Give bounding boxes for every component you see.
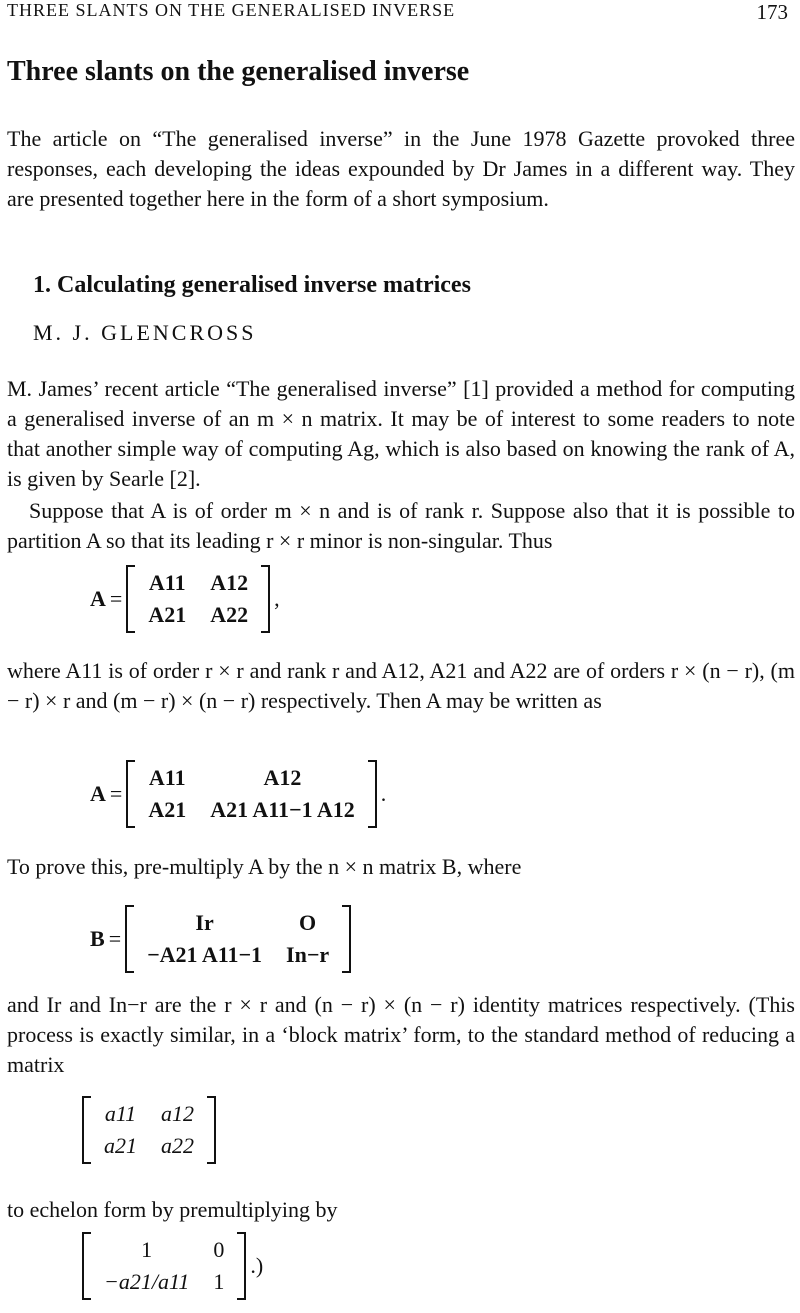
paragraph-6: to echelon form by premultiplying by	[7, 1197, 338, 1222]
matrix-cell: 1	[141, 1237, 153, 1262]
author-name: M. J. GLENCROSS	[33, 320, 257, 345]
eq2-lhs: A	[90, 781, 106, 806]
matrix-cell: A21 A11−1 A12	[210, 797, 355, 822]
equation-rewritten: A = A11 A12 A21 A21 A11−1 A12 .	[90, 760, 386, 828]
matrix-partition	[126, 565, 270, 633]
eq2-trail: .	[380, 781, 387, 806]
matrix-cell: A21	[148, 602, 187, 627]
matrix-cell: A11	[148, 765, 186, 790]
eq5-trail: .)	[250, 1253, 264, 1278]
matrix-cell: A21	[148, 797, 187, 822]
matrix-cell: O	[299, 910, 317, 935]
matrix-cell: A12	[210, 570, 249, 595]
paragraph-1: M. James’ recent article “The generalised inverse” [1] provided a method for computing a generalised inverse of an m × n matrix. It may be of interest to some readers to note that another simple way of computing Ag, which is also based on knowing the rank of A, is given by Searle [2].	[7, 376, 795, 491]
matrix-elimination	[82, 1232, 246, 1300]
eq1-lhs: A	[90, 586, 106, 611]
matrix-cell: −A21 A11−1	[147, 942, 263, 967]
matrix-cell: A12	[263, 765, 302, 790]
matrix-cell: a11	[104, 1101, 137, 1126]
running-head	[7, 0, 788, 24]
matrix-b	[125, 905, 351, 973]
equation-elimination-matrix	[82, 1232, 263, 1300]
running-title: THREE SLANTS ON THE GENERALISED INVERSE	[7, 0, 456, 20]
matrix-cell: Ir	[195, 910, 214, 935]
paragraph-2: Suppose that A is of order m × n and is of rank r. Suppose also that it is possible to partition A so that its leading r × r minor is non-singular. Thus	[7, 498, 795, 553]
matrix-cell: a12	[161, 1101, 194, 1126]
page-number: 173	[756, 0, 788, 24]
matrix-2x2	[82, 1096, 216, 1164]
eq3-lhs: B	[90, 926, 105, 951]
intro-paragraph: The article on “The generalised inverse” in the June 1978 Gazette provoked three responses, each developing the ideas expounded by Dr James in a different way. They are presented together here in the form of a short symposium.	[7, 126, 795, 211]
matrix-cell: In−r	[286, 942, 330, 967]
paragraph-3: where A11 is of order r × r and rank r and A12, A21 and A22 are of orders r × (n − r), (m − r) × r and (m − r) × (n − r) respectively. Then A may be written as	[7, 658, 795, 713]
equation-2x2-matrix	[82, 1096, 216, 1164]
eq1-trail: ,	[274, 586, 280, 611]
paragraph-5: and Ir and In−r are the r × r and (n − r) × (n − r) identity matrices respectively. (This process is exactly similar, in a ‘block matrix’ form, to the standard method of reducing a matrix	[7, 992, 795, 1077]
matrix-cell: A22	[210, 602, 249, 627]
matrix-cell: a21	[104, 1133, 137, 1158]
matrix-cell: A11	[148, 570, 186, 595]
matrix-cell: 0	[213, 1237, 225, 1262]
article-title: Three slants on the generalised inverse	[7, 56, 470, 87]
matrix-cell: −a21/a11	[104, 1269, 190, 1294]
paragraph-4: To prove this, pre-multiply A by the n × n matrix B, where	[7, 854, 522, 879]
section-title: 1. Calculating generalised inverse matrices	[33, 272, 471, 298]
matrix-rewritten	[126, 760, 376, 828]
matrix-cell: 1	[213, 1269, 225, 1294]
matrix-cell: a22	[161, 1133, 194, 1158]
equation-partition: A = A11 A12 A21 A22 ,	[90, 565, 280, 633]
equation-b-matrix: B = Ir O −A21 A11−1 In−r	[90, 905, 351, 973]
